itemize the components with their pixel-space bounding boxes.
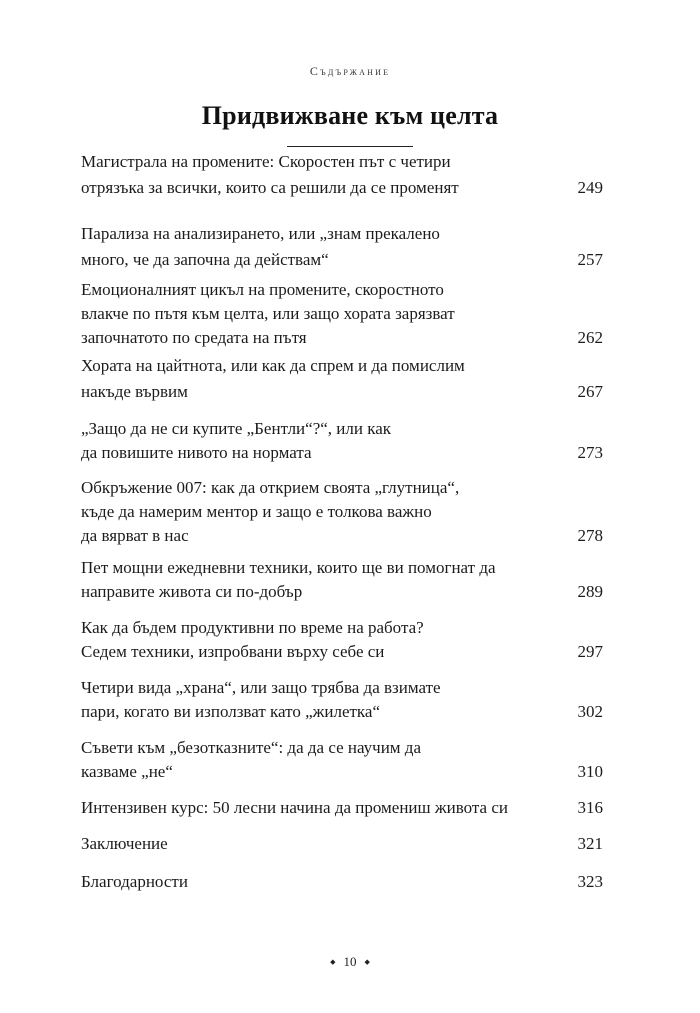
diamond-ornament-icon: ◆: [330, 958, 336, 967]
toc-entry-line: казваме „не“: [81, 762, 173, 781]
toc-entry-line: много, че да започна да действам“: [81, 250, 329, 269]
folio-number: 10: [343, 954, 357, 969]
toc-entry-line: Благодарности: [81, 872, 188, 891]
toc-entry-line: Пет мощни ежедневни техники, които ще ви помогнат да: [81, 558, 496, 577]
toc-page-number: 316: [577, 798, 603, 817]
toc-entry-line: къде да намерим ментор и защо е толкова важно: [81, 502, 432, 521]
toc-entry-line: Как да бъдем продуктивни по време на работа?: [81, 618, 424, 637]
toc-page-number: 278: [577, 526, 603, 545]
toc-page-number: 310: [577, 762, 603, 781]
toc-entry-line: Емоционалният цикъл на промените, скоростното: [81, 280, 444, 299]
toc-page-number: 273: [577, 443, 603, 462]
toc-page-number: 297: [577, 642, 603, 661]
toc-page-number: 323: [577, 872, 603, 891]
toc-entry-line: накъде вървим: [81, 382, 188, 401]
page-folio: [0, 954, 700, 970]
toc-entry-line: пари, когато ви използват като „жилетка“: [81, 702, 381, 721]
diamond-ornament-icon: ◆: [364, 958, 370, 967]
toc-entry-line: Седем техники, изпробвани върху себе си: [81, 642, 385, 661]
toc-entry-line: Съвети към „безотказните“: да да се научим да: [81, 738, 421, 757]
toc-entry-line: отрязъка за всички, които са решили да се променят: [81, 178, 459, 197]
toc-page-number: 257: [577, 250, 603, 269]
toc-page-number: 289: [577, 582, 603, 601]
toc-page-number: 249: [577, 178, 603, 197]
toc-entry-line: да повишите нивото на нормата: [81, 443, 312, 462]
toc-entry-line: Четири вида „храна“, или защо трябва да взимате: [81, 678, 441, 697]
toc-page-number: 302: [577, 702, 603, 721]
toc-entry-line: Обкръжение 007: как да открием своята „глутница“,: [81, 478, 460, 497]
toc-entry-line: Интензивен курс: 50 лесни начина да промениш живота си: [81, 798, 508, 817]
toc-page-number: 262: [577, 328, 603, 347]
toc-entry-line: Хората на цайтнота, или как да спрем и да помислим: [81, 356, 465, 375]
title-rule: [287, 146, 413, 147]
toc-entry-line: направите живота си по-добър: [81, 582, 303, 601]
section-title: Придвижване към целта: [201, 101, 499, 130]
toc-entry-line: влакче по пътя към целта, или защо хората зарязват: [81, 304, 455, 323]
toc-entry-line: Парализа на анализирането, или „знам прекалено: [81, 224, 440, 243]
toc-entry-line: започнатото по средата на пътя: [81, 328, 307, 347]
toc-page-number: 267: [577, 382, 603, 401]
running-head: Съдържание: [309, 64, 391, 78]
toc-page-number: 321: [577, 834, 603, 853]
toc-entry-line: Магистрала на промените: Скоростен път с четири: [81, 152, 451, 171]
toc-entry-line: Заключение: [81, 834, 168, 853]
toc-entry-line: да вярват в нас: [81, 526, 189, 545]
toc-entry-line: „Защо да не си купите „Бентли“?“, или как: [81, 419, 392, 438]
